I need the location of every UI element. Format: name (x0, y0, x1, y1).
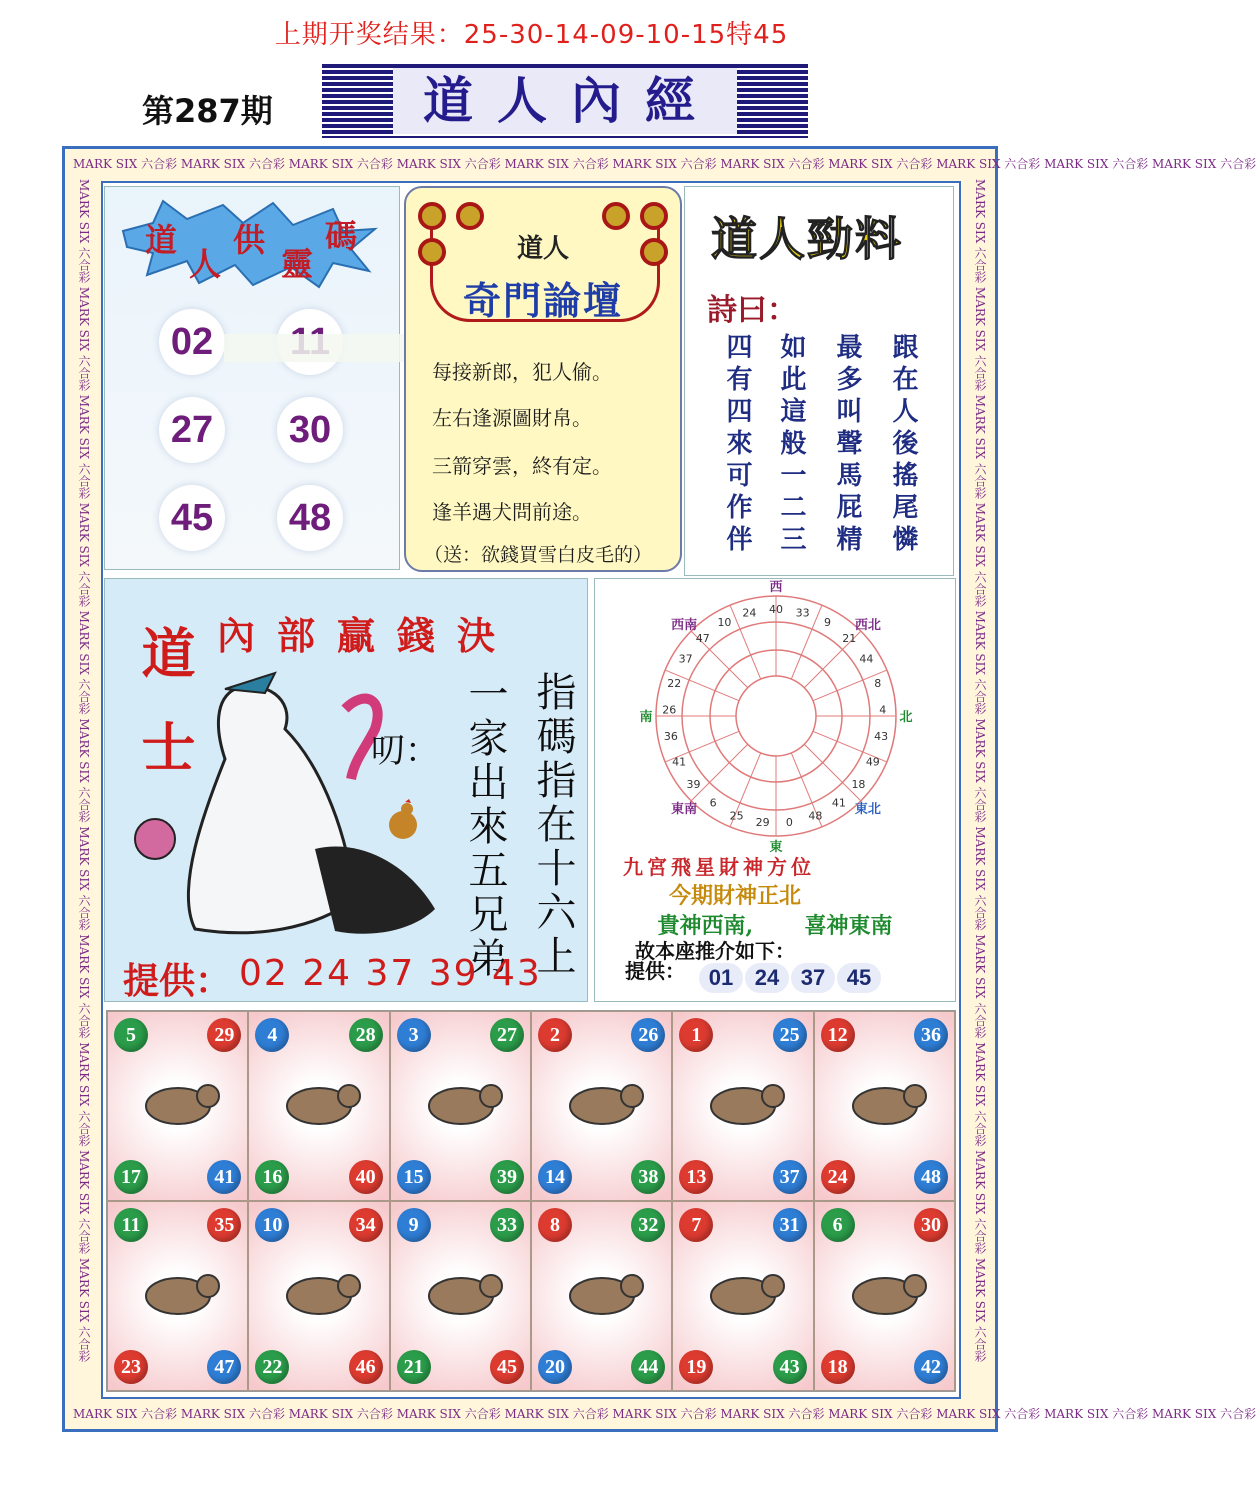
zodiac-number-ball: 31 (773, 1208, 807, 1242)
compass-provide-label: 提供： (625, 959, 685, 983)
border-pattern: MARK SIX 六合彩 MARK SIX 六合彩 MARK SIX 六合彩 MARK SIX 六合彩 MARK SIX 六合彩 MARK SIX 六合彩 MARK SIX 六合彩 MARK SIX 六合彩 MARK SIX 六合彩 MARK SIX 六合彩 MARK SIX 六合彩 (77, 179, 91, 1363)
zodiac-number-ball: 33 (490, 1208, 524, 1242)
compass-number: 01 (699, 963, 743, 993)
compass-direction: 東南 (671, 801, 698, 817)
number-ball: 27 (159, 397, 225, 463)
snake-icon (835, 1056, 935, 1146)
star-char: 靈 (281, 245, 314, 283)
title-banner (322, 64, 808, 138)
zodiac-number-ball: 16 (255, 1160, 289, 1194)
zodiac-number-ball: 41 (207, 1160, 241, 1194)
number-ball: 48 (277, 485, 343, 551)
rooster-small-icon (385, 799, 421, 845)
daoist-column-right: 指碼指在十六上 (530, 671, 576, 979)
zodiac-number-ball: 43 (773, 1350, 807, 1384)
compass-ring-number: 24 (742, 606, 757, 620)
zodiac-cell (248, 1011, 389, 1201)
number-ball: 30 (277, 397, 343, 463)
compass-direction: 西北 (854, 618, 881, 634)
zodiac-number-ball: 17 (114, 1160, 148, 1194)
compass-ring-number: 49 (865, 755, 880, 769)
zodiac-cell (531, 1011, 672, 1201)
daoist-provide-numbers: 02 24 37 39 43 (239, 953, 542, 994)
poem-heading-small: 道人 (516, 234, 569, 264)
horse-icon (128, 1246, 228, 1336)
star-char: 碼 (325, 217, 358, 255)
zodiac-number-ball: 11 (114, 1208, 148, 1242)
dragon-icon (693, 1056, 793, 1146)
compass-number: 37 (791, 963, 835, 993)
zodiac-cell (531, 1201, 672, 1391)
zodiac-number-ball: 34 (349, 1208, 383, 1242)
border-pattern: MARK SIX 六合彩 MARK SIX 六合彩 MARK SIX 六合彩 MARK SIX 六合彩 MARK SIX 六合彩 MARK SIX 六合彩 MARK SIX 六合彩 MARK SIX 六合彩 MARK SIX 六合彩 MARK SIX 六合彩 MARK SIX 六合彩 (73, 157, 1256, 171)
zodiac-number-ball: 37 (773, 1160, 807, 1194)
border-pattern: MARK SIX 六合彩 MARK SIX 六合彩 MARK SIX 六合彩 MARK SIX 六合彩 MARK SIX 六合彩 MARK SIX 六合彩 MARK SIX 六合彩 MARK SIX 六合彩 MARK SIX 六合彩 MARK SIX 六合彩 MARK SIX 六合彩 (73, 1407, 1256, 1421)
zodiac-number-ball: 2 (538, 1018, 572, 1052)
compass-ring-number: 26 (662, 703, 677, 717)
zodiac-number-ball: 42 (914, 1350, 948, 1384)
poem-panel (404, 186, 682, 572)
banner-title: 道人內經 (393, 68, 737, 134)
zodiac-number-ball: 8 (538, 1208, 572, 1242)
compass-ring-number: 44 (859, 652, 874, 666)
rat-icon (128, 1056, 228, 1146)
zodiac-number-ball: 39 (490, 1160, 524, 1194)
poem-line: 左右逢源圖財帛。 (432, 406, 592, 430)
zodiac-number-ball: 48 (914, 1160, 948, 1194)
zodiac-number-ball: 30 (914, 1208, 948, 1242)
compass-direction: 北 (899, 710, 913, 725)
zodiac-cell (248, 1201, 389, 1391)
compass-ring-number: 18 (851, 778, 866, 792)
verse-title: 道人勁料 (711, 212, 903, 266)
compass-line4: 故本座推介如下： (635, 939, 795, 963)
compass-direction: 南 (639, 710, 653, 725)
compass-ring-number: 43 (874, 730, 889, 744)
compass-direction: 東北 (854, 801, 881, 817)
compass-direction: 西南 (671, 618, 698, 634)
poem-line: 每接新郎，犯人偷。 (432, 360, 612, 384)
compass-ring-number: 10 (717, 616, 732, 630)
compass-spoke (804, 744, 861, 801)
compass-xishen: 喜神東南 (804, 913, 893, 939)
compass-ring-number: 48 (808, 809, 823, 823)
rooster-icon (552, 1246, 652, 1336)
zodiac-number-ball: 3 (397, 1018, 431, 1052)
zodiac-number-ball: 29 (207, 1018, 241, 1052)
compass-ring-number: 25 (729, 809, 744, 823)
poem-line: 三箭穿雲，終有定。 (432, 454, 612, 478)
poem-heading-large: 奇門論壇 (462, 279, 623, 323)
compass-ring-number: 4 (879, 703, 887, 717)
zodiac-number-ball: 5 (114, 1018, 148, 1052)
zodiac-grid (106, 1010, 956, 1392)
coin-icon (602, 202, 630, 230)
zodiac-number-ball: 28 (349, 1018, 383, 1052)
zodiac-number-ball: 36 (914, 1018, 948, 1052)
goat-icon (269, 1246, 369, 1336)
verse-column: 如此這般一二三 (776, 333, 806, 557)
compass-ring-number: 39 (686, 778, 701, 792)
compass-ring-number: 9 (824, 616, 832, 630)
poem-line: 逢羊遇犬問前途。 (432, 500, 592, 524)
verse-panel (684, 186, 954, 576)
zodiac-number-ball: 13 (679, 1160, 713, 1194)
tiger-icon (411, 1056, 511, 1146)
zodiac-number-ball: 27 (490, 1018, 524, 1052)
compass-ring-number: 41 (672, 755, 687, 769)
zodiac-number-ball: 22 (255, 1350, 289, 1384)
star-char: 人 (189, 245, 222, 283)
compass-ring-number: 22 (667, 676, 682, 690)
zodiac-number-ball: 40 (349, 1160, 383, 1194)
zodiac-cell (814, 1011, 955, 1201)
zodiac-number-ball: 10 (255, 1208, 289, 1242)
number-ball: 45 (159, 485, 225, 551)
daoist-side-text: 道士 (133, 625, 197, 813)
zodiac-number-ball: 25 (773, 1018, 807, 1052)
star-char: 供 (233, 221, 266, 259)
zodiac-cell (672, 1011, 813, 1201)
zodiac-number-ball: 14 (538, 1160, 572, 1194)
dog-icon (693, 1246, 793, 1336)
coin-icon (418, 202, 446, 230)
zodiac-number-ball: 4 (255, 1018, 289, 1052)
zodiac-number-ball: 24 (821, 1160, 855, 1194)
zodiac-cell (390, 1011, 531, 1201)
zodiac-number-ball: 21 (397, 1350, 431, 1384)
numbers-panel (104, 186, 400, 570)
compass-ring-number: 29 (755, 816, 770, 830)
zodiac-number-ball: 6 (821, 1208, 855, 1242)
zodiac-number-ball: 47 (207, 1350, 241, 1384)
compass-ring-number: 6 (709, 796, 717, 810)
compass-line1: 九宮飛星財神方位 (623, 855, 815, 879)
verse-column: 最多叫聲馬屁精 (832, 333, 862, 557)
zodiac-number-ball: 12 (821, 1018, 855, 1052)
compass-panel (594, 578, 956, 1002)
coin-icon (640, 202, 668, 230)
zodiac-cell (107, 1201, 248, 1391)
compass-ring-number: 37 (678, 652, 693, 666)
compass-ring-number: 0 (785, 816, 793, 830)
compass-ring-number: 8 (874, 676, 882, 690)
zodiac-number-ball: 18 (821, 1350, 855, 1384)
daoist-hint: 叨： (371, 731, 439, 771)
pig-icon (835, 1246, 935, 1336)
compass-line2: 今期財神正北 (668, 883, 801, 909)
zodiac-cell (672, 1201, 813, 1391)
zodiac-cell (814, 1201, 955, 1391)
zodiac-number-ball: 9 (397, 1208, 431, 1242)
zodiac-cell (107, 1011, 248, 1201)
verse-column: 四有四來可作伴 (722, 333, 752, 557)
compass-ring-number: 33 (795, 606, 810, 620)
compass-ring-number: 47 (695, 632, 710, 646)
zodiac-number-ball: 35 (207, 1208, 241, 1242)
poem-note: （送：欲錢買雪白皮毛的） (424, 544, 653, 566)
star-char: 道 (145, 221, 178, 259)
zodiac-number-ball: 44 (631, 1350, 665, 1384)
ox-icon (269, 1056, 369, 1146)
zodiac-number-ball: 7 (679, 1208, 713, 1242)
zodiac-number-ball: 1 (679, 1018, 713, 1052)
zodiac-number-ball: 38 (631, 1160, 665, 1194)
zodiac-number-ball: 23 (114, 1350, 148, 1384)
daoist-column-left: 一家出來五兄弟 (462, 673, 508, 981)
verse-label: 詩曰： (707, 293, 797, 328)
zodiac-number-ball: 45 (490, 1350, 524, 1384)
compass-spoke (691, 744, 748, 801)
zodiac-number-ball: 46 (349, 1350, 383, 1384)
zodiac-number-ball: 19 (679, 1350, 713, 1384)
compass-ring-number: 41 (831, 796, 846, 810)
zodiac-cell (390, 1201, 531, 1391)
zodiac-number-ball: 26 (631, 1018, 665, 1052)
issue-number: 第287期 (142, 92, 273, 130)
coin-icon (456, 202, 484, 230)
compass-direction: 西 (769, 580, 783, 595)
daoist-title: 內部贏錢決 (217, 613, 518, 658)
compass-number: 24 (745, 963, 789, 993)
daoist-panel (104, 578, 588, 1002)
zodiac-number-ball: 32 (631, 1208, 665, 1242)
compass-ring-number: 21 (842, 632, 857, 646)
compass-direction: 東 (769, 840, 783, 855)
border-pattern: MARK SIX 六合彩 MARK SIX 六合彩 MARK SIX 六合彩 MARK SIX 六合彩 MARK SIX 六合彩 MARK SIX 六合彩 MARK SIX 六合彩 MARK SIX 六合彩 MARK SIX 六合彩 MARK SIX 六合彩 MARK SIX 六合彩 (973, 179, 987, 1363)
rabbit-icon (552, 1056, 652, 1146)
monkey-icon (411, 1246, 511, 1336)
compass-ring-number: 36 (663, 730, 678, 744)
daoist-provide-label: 提供： (123, 961, 232, 1002)
zodiac-number-ball: 15 (397, 1160, 431, 1194)
compass-guishen: 貴神西南, (657, 913, 754, 939)
number-ball: 02 (159, 309, 225, 375)
compass-number: 45 (837, 963, 881, 993)
previous-result: 上期开奖结果：25-30-14-09-10-15特45 (274, 20, 789, 50)
compass-ring-number: 40 (769, 603, 783, 616)
verse-column: 跟在人後搖尾憐 (888, 333, 918, 557)
zodiac-number-ball: 20 (538, 1350, 572, 1384)
compass-wheel-icon (631, 580, 921, 855)
